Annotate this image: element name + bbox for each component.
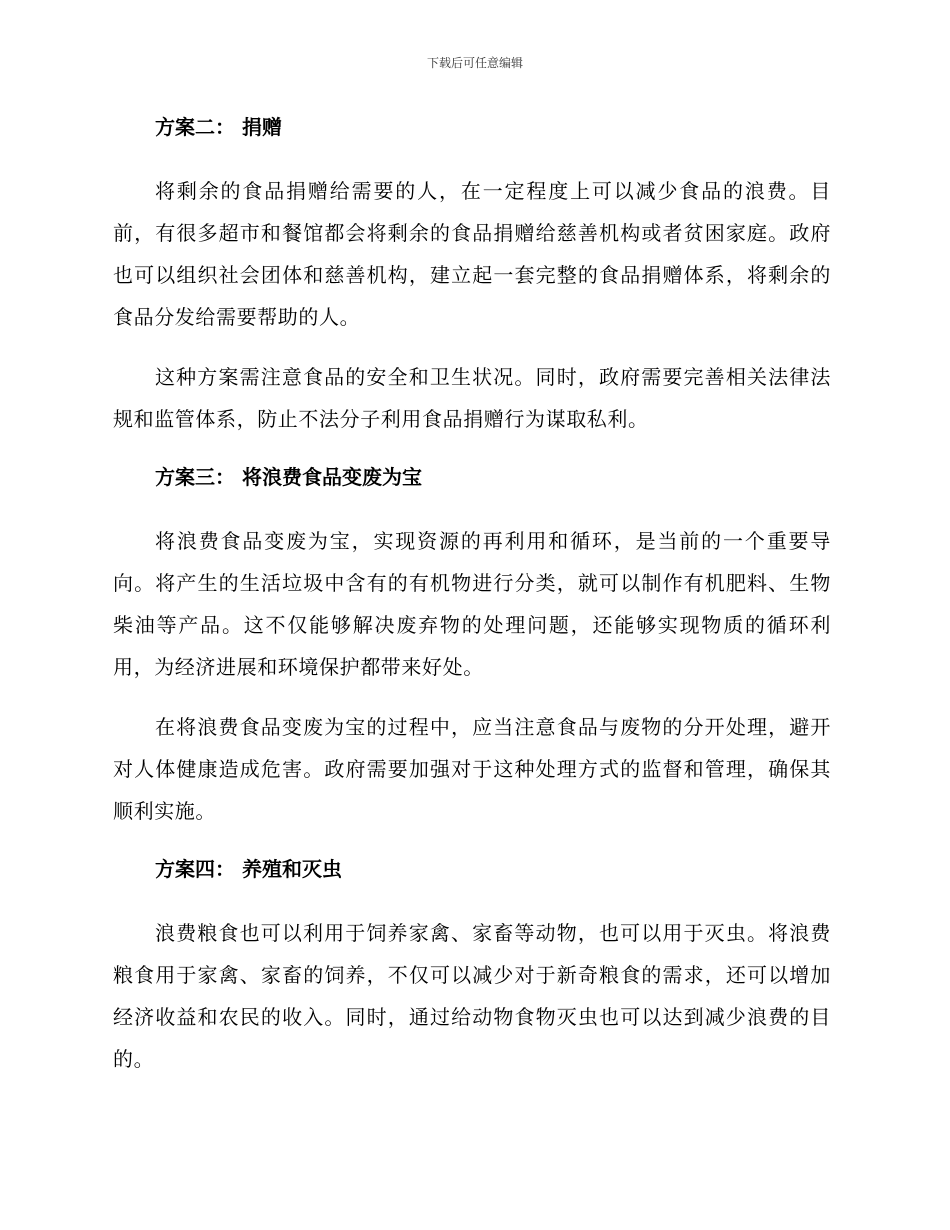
paragraph: 浪费粮食也可以利用于饲养家禽、家畜等动物，也可以用于灭虫。将浪费粮食用于家禽、家畜的饲养，不仅可以减少对于新奇粮食的需求，还可以增加经济收益和农民的收入。同时，通过给动物食物灭虫也可以达到减少浪费的目的。 [113, 921, 831, 1071]
section-heading: 方案四： 养殖和灭虫 [155, 857, 342, 881]
section-waste-to-treasure [113, 458, 831, 832]
section-donation [113, 108, 831, 440]
paragraph: 将浪费食品变废为宝，实现资源的再利用和循环，是当前的一个重要导向。将产生的生活垃圾中含有的有机物进行分类，就可以制作有机肥料、生物柴油等产品。这不仅能够解决废弃物的处理问题，还能够实现物质的循环利用，为经济进展和环境保护都带来好处。 [113, 529, 831, 679]
section-breeding-pest-control [113, 850, 831, 1080]
page-header: 下载后可任意编辑 [426, 56, 523, 70]
paragraph: 这种方案需注意食品的安全和卫生状况。同时，政府需要完善相关法律法规和监管体系，防止不法分子利用食品捐赠行为谋取私利。 [113, 365, 831, 431]
section-heading: 方案三： 将浪费食品变废为宝 [155, 465, 422, 489]
paragraph: 在将浪费食品变废为宝的过程中，应当注意食品与废物的分开处理，避开对人体健康造成危害。政府需要加强对于这种处理方式的监督和管理，确保其顺利实施。 [113, 715, 831, 823]
section-heading: 方案二： 捐赠 [155, 115, 282, 139]
document-body [113, 108, 831, 1098]
paragraph: 将剩余的食品捐赠给需要的人，在一定程度上可以减少食品的浪费。目前，有很多超市和餐馆都会将剩余的食品捐赠给慈善机构或者贫困家庭。政府也可以组织社会团体和慈善机构，建立起一套完整的食品捐赠体系，将剩余的食品分发给需要帮助的人。 [113, 179, 831, 329]
